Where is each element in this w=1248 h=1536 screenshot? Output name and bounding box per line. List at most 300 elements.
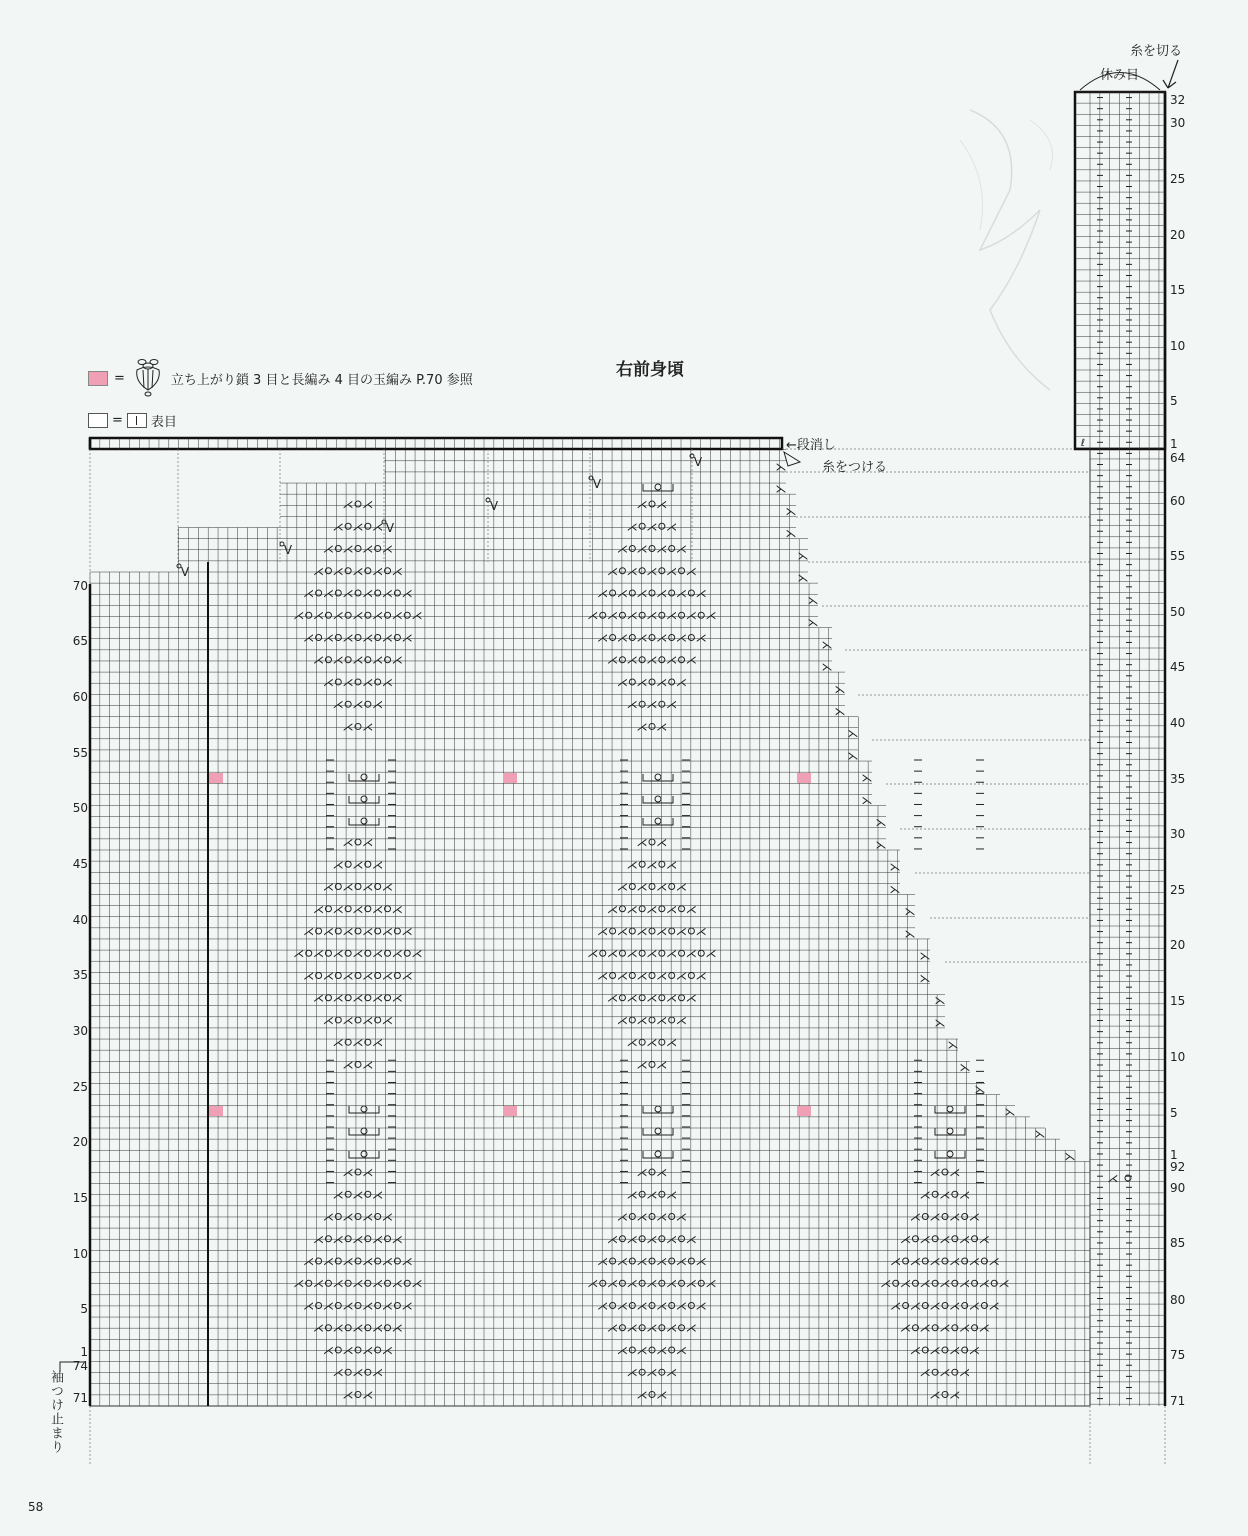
lace-motif-e-dec-symbol: ⋌	[342, 631, 354, 645]
lace-motif-d-yo-symbol	[629, 928, 635, 934]
left-row-label: 40	[72, 913, 88, 927]
lace-motif-d-yo-symbol	[659, 861, 665, 867]
lace-motif-b-yo-symbol	[659, 1369, 665, 1375]
lace-motif-f-dec-symbol: ⋌	[656, 631, 668, 645]
lace-motif-f-dec-symbol: ⋌	[616, 542, 628, 556]
lace-motif-d-yo-symbol	[659, 950, 665, 956]
lace-motif-f-yo-symbol	[659, 612, 665, 618]
lace-motif-a-dec-symbol: ⋌	[372, 1232, 384, 1246]
lace-motif-d-yo-symbol	[619, 995, 625, 1001]
bobble-yo-symbol	[361, 1151, 367, 1157]
lace-motif-e-dec-symbol: ⋌	[332, 653, 344, 667]
lace-motif-f-dec-symbol: ⋌	[705, 609, 717, 623]
bobble-yo-symbol	[655, 1128, 661, 1134]
lace-motif-f-dec-symbol: ⋌	[607, 653, 619, 667]
lace-motif-g-dec-symbol: ⋌	[939, 1277, 951, 1291]
lace-motif-f-yo-symbol	[610, 634, 616, 640]
lace-motif-f-dec-symbol: ⋌	[656, 498, 668, 512]
lace-motif-a-dec-symbol: ⋌	[411, 1277, 423, 1291]
left-row-label: 74	[72, 1359, 88, 1373]
bobble-yo-symbol	[947, 1128, 953, 1134]
edge-decrease-symbol: ⋋	[797, 571, 809, 585]
lace-motif-f-dec-symbol: ⋌	[666, 520, 678, 534]
right-row-label-lower: 92	[1170, 1160, 1186, 1174]
left-row-label: 35	[72, 968, 88, 982]
lace-motif-f-yo-symbol	[679, 612, 685, 618]
lace-motif-b-yo-symbol	[679, 1236, 685, 1242]
edge-decrease-symbol: ⋋	[934, 994, 946, 1008]
lace-motif-d-dec-symbol: ⋌	[666, 858, 678, 872]
lace-motif-f-dec-symbol: ⋌	[656, 587, 668, 600]
lace-motif-d-dec-symbol: ⋌	[626, 1036, 638, 1050]
lace-motif-b-yo-symbol	[659, 1191, 665, 1197]
lace-motif-a-dec-symbol: ⋌	[332, 1232, 344, 1246]
lace-motif-a-dec-symbol: ⋌	[342, 1343, 354, 1357]
lace-motif-d-yo-symbol	[659, 995, 665, 1001]
lace-motif-e-dec-symbol: ⋌	[303, 631, 315, 645]
lace-motif-d-yo-symbol	[629, 1017, 635, 1023]
lace-motif-b-dec-symbol: ⋌	[646, 1232, 658, 1246]
lace-motif-e-dec-symbol: ⋌	[332, 520, 344, 534]
lace-motif-b-dec-symbol: ⋌	[666, 1366, 678, 1380]
edge-decrease-symbol: ⋋	[904, 905, 916, 919]
lace-motif-a-dec-symbol: ⋌	[313, 1277, 325, 1291]
lace-motif-c-dec-symbol: ⋌	[352, 858, 364, 872]
lace-motif-e-dec-symbol: ⋌	[401, 587, 413, 600]
lace-motif-f-dec-symbol: ⋌	[636, 498, 648, 512]
lace-motif-g-dec-symbol: ⋌	[949, 1166, 961, 1180]
lace-motif-f-yo-symbol	[629, 679, 635, 685]
bobble-yo-symbol	[361, 1106, 367, 1112]
lace-motif-b-dec-symbol: ⋌	[607, 1321, 619, 1335]
lace-motif-a-dec-symbol: ⋌	[303, 1299, 315, 1313]
lace-motif-a-dec-symbol: ⋌	[382, 1255, 394, 1268]
lace-motif-a-dec-symbol: ⋌	[362, 1210, 374, 1224]
left-row-label: 30	[72, 1024, 88, 1038]
left-row-label: 70	[72, 579, 88, 593]
lace-motif-c-dec-symbol: ⋌	[391, 947, 403, 961]
lace-motif-g-dec-symbol: ⋌	[919, 1277, 931, 1291]
lace-motif-b-yo-symbol	[669, 1302, 675, 1308]
lace-motif-d-yo-symbol	[679, 906, 685, 912]
lace-motif-c-dec-symbol: ⋌	[372, 1036, 384, 1050]
lace-motif-e-dec-symbol: ⋌	[352, 653, 364, 667]
edge-decrease-symbol: ⋋	[875, 816, 887, 830]
right-row-label-lower: 90	[1170, 1181, 1186, 1195]
lace-motif-f-yo-symbol	[669, 634, 675, 640]
lace-motif-e-dec-symbol: ⋌	[382, 542, 394, 556]
lace-motif-g-dec-symbol: ⋌	[959, 1277, 971, 1291]
lace-motif-g-dec-symbol: ⋌	[959, 1321, 971, 1335]
lace-motif-c-dec-symbol: ⋌	[303, 925, 315, 938]
lace-motif-a-dec-symbol: ⋌	[293, 1277, 305, 1291]
lace-motif-f-yo-symbol	[639, 701, 645, 707]
lace-motif-g-dec-symbol: ⋌	[909, 1255, 921, 1268]
left-row-label: 25	[72, 1080, 88, 1094]
knit-swatch	[127, 413, 147, 428]
lace-motif-d-dec-symbol: ⋌	[616, 925, 628, 938]
lace-motif-e-dec-symbol: ⋌	[391, 564, 403, 578]
lace-motif-d-dec-symbol: ⋌	[705, 947, 717, 961]
lace-motif-d-dec-symbol: ⋌	[597, 969, 609, 983]
lace-motif-c-dec-symbol: ⋌	[372, 991, 384, 1005]
lace-motif-g-dec-symbol: ⋌	[929, 1166, 941, 1180]
lace-motif-e-dec-symbol: ⋌	[342, 498, 354, 512]
lace-motif-f-dec-symbol: ⋌	[646, 564, 658, 578]
lace-motif-f-yo-symbol	[619, 568, 625, 574]
lace-motif-b-dec-symbol: ⋌	[685, 1321, 697, 1335]
lace-motif-b-dec-symbol: ⋌	[636, 1299, 648, 1313]
lace-motif-d-dec-symbol: ⋌	[607, 947, 619, 961]
lace-motif-d-yo-symbol	[649, 1061, 655, 1067]
right-row-label-lower: 71	[1170, 1394, 1186, 1408]
lace-motif-a-dec-symbol: ⋌	[303, 1255, 315, 1268]
lace-motif-b-yo-symbol	[649, 1347, 655, 1353]
lace-motif-b-yo-symbol	[629, 1347, 635, 1353]
lace-motif-f-yo-symbol	[649, 679, 655, 685]
lace-motif-b-dec-symbol: ⋌	[656, 1388, 668, 1402]
lace-motif-c-dec-symbol: ⋌	[313, 902, 325, 916]
left-row-label: 65	[72, 634, 88, 648]
lace-motif-f-dec-symbol: ⋌	[616, 631, 628, 645]
lace-motif-f-dec-symbol: ⋌	[597, 587, 609, 600]
lace-motif-c-dec-symbol: ⋌	[411, 947, 423, 961]
lace-motif-g-dec-symbol: ⋌	[959, 1366, 971, 1380]
bobble-cell	[209, 1106, 223, 1116]
lace-motif-f-yo-symbol	[669, 679, 675, 685]
lace-motif-d-yo-symbol	[669, 928, 675, 934]
lace-motif-a-dec-symbol: ⋌	[342, 1299, 354, 1313]
left-row-label: 50	[72, 801, 88, 815]
lace-motif-a-dec-symbol: ⋌	[362, 1299, 374, 1313]
lace-motif-d-yo-symbol	[669, 1017, 675, 1023]
right-row-label-upper: 1	[1170, 437, 1178, 451]
lace-motif-b-yo-symbol	[679, 1325, 685, 1331]
lace-motif-f-yo-symbol	[688, 590, 694, 596]
lace-motif-b-yo-symbol	[669, 1258, 675, 1264]
lace-motif-f-yo-symbol	[669, 546, 675, 552]
lace-motif-b-yo-symbol	[619, 1280, 625, 1286]
lace-motif-d-yo-symbol	[639, 906, 645, 912]
lace-motif-e-dec-symbol: ⋌	[293, 609, 305, 623]
lace-motif-d-yo-symbol	[649, 972, 655, 978]
lace-motif-d-dec-symbol: ⋌	[587, 947, 599, 961]
lace-motif-d-dec-symbol: ⋌	[646, 991, 658, 1005]
right-row-label-lower: 85	[1170, 1236, 1186, 1250]
lace-motif-c-dec-symbol: ⋌	[293, 947, 305, 961]
lace-motif-b-yo-symbol	[629, 1302, 635, 1308]
lace-motif-c-dec-symbol: ⋌	[332, 947, 344, 961]
edge-decrease-symbol: ⋋	[821, 660, 833, 674]
lace-motif-e-dec-symbol: ⋌	[401, 631, 413, 645]
lace-motif-g-dec-symbol: ⋌	[949, 1299, 961, 1313]
lace-motif-f-yo-symbol	[698, 612, 704, 618]
lace-motif-d-dec-symbol: ⋌	[626, 902, 638, 916]
edge-decrease-symbol: ⋋	[959, 1060, 971, 1074]
lace-motif-b-dec-symbol: ⋌	[597, 1255, 609, 1268]
lace-motif-f-dec-symbol: ⋌	[666, 698, 678, 712]
lace-motif-f-yo-symbol	[659, 568, 665, 574]
lace-motif-b-yo-symbol	[669, 1347, 675, 1353]
lace-motif-c-dec-symbol: ⋌	[332, 1036, 344, 1050]
edge-decrease-symbol: ⋋	[1004, 1105, 1016, 1119]
lace-motif-c-dec-symbol: ⋌	[332, 858, 344, 872]
left-row-label: 60	[72, 690, 88, 704]
lace-motif-d-dec-symbol: ⋌	[636, 836, 648, 850]
lace-motif-f-dec-symbol: ⋌	[607, 564, 619, 578]
lace-motif-g-dec-symbol: ⋌	[959, 1232, 971, 1246]
lace-motif-c-dec-symbol: ⋌	[322, 925, 334, 938]
slip-stitch-symbol: V	[180, 565, 190, 579]
lace-motif-c-dec-symbol: ⋌	[362, 1058, 374, 1072]
bobble-cell	[209, 773, 223, 783]
lace-motif-b-dec-symbol: ⋌	[636, 1388, 648, 1402]
lace-motif-e-dec-symbol: ⋌	[372, 653, 384, 667]
lace-motif-d-dec-symbol: ⋌	[636, 1013, 648, 1027]
right-row-label-upper: 25	[1170, 172, 1186, 186]
lace-motif-d-dec-symbol: ⋌	[695, 925, 707, 938]
lace-motif-f-dec-symbol: ⋌	[636, 631, 648, 645]
lace-motif-f-dec-symbol: ⋌	[656, 542, 668, 556]
lace-motif-g-dec-symbol: ⋌	[969, 1299, 981, 1313]
lace-motif-g-dec-symbol: ⋌	[890, 1299, 902, 1313]
lace-motif-b-dec-symbol: ⋌	[666, 1232, 678, 1246]
slip-stitch-symbol: V	[489, 499, 499, 513]
bobble-cell	[503, 773, 517, 783]
lace-motif-d-dec-symbol: ⋌	[626, 858, 638, 872]
lace-motif-e-dec-symbol: ⋌	[382, 675, 394, 689]
lace-motif-g-dec-symbol: ⋌	[929, 1255, 941, 1268]
lace-motif-b-dec-symbol: ⋌	[626, 1321, 638, 1335]
lace-motif-d-yo-symbol	[629, 972, 635, 978]
lace-motif-g-dec-symbol: ⋌	[939, 1188, 951, 1202]
lace-motif-g-dec-symbol: ⋌	[978, 1321, 990, 1335]
right-row-label-body: 30	[1170, 827, 1186, 841]
lace-motif-d-yo-symbol	[639, 950, 645, 956]
lace-motif-e-dec-symbol: ⋌	[382, 631, 394, 645]
legend-knit-equals: =	[112, 412, 123, 428]
lace-motif-b-dec-symbol: ⋌	[636, 1255, 648, 1268]
lace-motif-c-dec-symbol: ⋌	[342, 1058, 354, 1072]
lace-motif-d-dec-symbol: ⋌	[685, 991, 697, 1005]
left-row-label: 1	[80, 1345, 88, 1359]
lace-motif-a-dec-symbol: ⋌	[313, 1321, 325, 1335]
bind-off-label: ←段消し	[786, 438, 836, 453]
lace-motif-d-dec-symbol: ⋌	[656, 969, 668, 983]
bobble-yo-symbol	[655, 774, 661, 780]
lace-motif-b-yo-symbol	[698, 1280, 704, 1286]
lace-motif-a-dec-symbol: ⋌	[401, 1299, 413, 1313]
legend-knit	[88, 410, 177, 430]
lace-motif-d-dec-symbol: ⋌	[656, 1058, 668, 1072]
lace-motif-e-dec-symbol: ⋌	[352, 609, 364, 623]
lace-motif-a-dec-symbol: ⋌	[322, 1210, 334, 1224]
edge-decrease-symbol: ⋋	[775, 482, 787, 496]
lace-motif-b-dec-symbol: ⋌	[626, 1366, 638, 1380]
lace-motif-g-dec-symbol: ⋌	[949, 1210, 961, 1224]
lace-motif-e-dec-symbol: ⋌	[372, 698, 384, 712]
lace-motif-b-yo-symbol	[639, 1236, 645, 1242]
right-row-label-body: 64	[1170, 451, 1186, 465]
left-row-label: 20	[72, 1135, 88, 1149]
lace-motif-f-dec-symbol: ⋌	[676, 542, 688, 556]
lace-motif-f-dec-symbol: ⋌	[626, 520, 638, 534]
lace-motif-g-dec-symbol: ⋌	[939, 1366, 951, 1380]
lace-motif-d-dec-symbol: ⋌	[636, 880, 648, 894]
lace-motif-b-yo-symbol	[649, 1169, 655, 1175]
lace-motif-e-dec-symbol: ⋌	[362, 631, 374, 645]
lace-motif-g-dec-symbol: ⋌	[949, 1343, 961, 1357]
lace-motif-f-dec-symbol: ⋌	[616, 587, 628, 600]
lace-motif-f-dec-symbol: ⋌	[597, 631, 609, 645]
lace-motif-f-dec-symbol: ⋌	[587, 609, 599, 623]
lace-motif-f-yo-symbol	[619, 657, 625, 663]
lace-motif-e-dec-symbol: ⋌	[372, 564, 384, 578]
lace-motif-d-dec-symbol: ⋌	[646, 947, 658, 961]
right-row-label-upper: 15	[1170, 283, 1186, 297]
lace-motif-a-dec-symbol: ⋌	[391, 1321, 403, 1335]
edge-decrease-symbol: ⋋	[919, 949, 931, 963]
lace-motif-e-dec-symbol: ⋌	[362, 498, 374, 512]
lace-motif-c-dec-symbol: ⋌	[303, 969, 315, 983]
lace-motif-d-yo-symbol	[659, 1039, 665, 1045]
lace-motif-a-dec-symbol: ⋌	[362, 1166, 374, 1180]
lace-motif-f-yo-symbol	[600, 612, 606, 618]
lace-motif-a-dec-symbol: ⋌	[391, 1232, 403, 1246]
lace-motif-e-dec-symbol: ⋌	[352, 520, 364, 534]
lace-motif-e-dec-symbol: ⋌	[322, 587, 334, 600]
lace-motif-b-dec-symbol: ⋌	[607, 1232, 619, 1246]
lace-motif-f-yo-symbol	[688, 634, 694, 640]
lace-motif-g-dec-symbol: ⋌	[919, 1188, 931, 1202]
hold-stitches-label: 休み目	[1100, 68, 1140, 83]
lace-motif-f-dec-symbol: ⋌	[676, 587, 688, 600]
lace-motif-b-yo-symbol	[610, 1258, 616, 1264]
left-row-label: 55	[72, 746, 88, 760]
lace-motif-f-yo-symbol	[610, 590, 616, 596]
lace-motif-d-dec-symbol: ⋌	[636, 1058, 648, 1072]
lace-motif-c-dec-symbol: ⋌	[332, 991, 344, 1005]
lace-motif-a-dec-symbol: ⋌	[372, 1188, 384, 1202]
lace-motif-e-dec-symbol: ⋌	[313, 653, 325, 667]
lace-motif-e-dec-symbol: ⋌	[342, 675, 354, 689]
right-row-label-lower: 75	[1170, 1348, 1186, 1362]
lace-motif-a-dec-symbol: ⋌	[382, 1210, 394, 1224]
edge-decrease-symbol: ⋋	[807, 593, 819, 607]
bobble-yo-symbol	[361, 1128, 367, 1134]
lace-motif-a-dec-symbol: ⋌	[322, 1343, 334, 1357]
lace-motif-b-dec-symbol: ⋌	[695, 1299, 707, 1313]
lace-motif-e-dec-symbol: ⋌	[332, 609, 344, 623]
lace-motif-f-dec-symbol: ⋌	[636, 542, 648, 556]
lace-motif-f-dec-symbol: ⋌	[666, 564, 678, 578]
edge-decrease-symbol: ⋋	[861, 793, 873, 807]
lace-motif-g-dec-symbol: ⋌	[900, 1277, 912, 1291]
lace-motif-b-dec-symbol: ⋌	[676, 1299, 688, 1313]
lace-motif-c-dec-symbol: ⋌	[382, 969, 394, 983]
lace-motif-c-dec-symbol: ⋌	[352, 991, 364, 1005]
lace-motif-g-dec-symbol: ⋌	[909, 1210, 921, 1224]
lace-motif-a-dec-symbol: ⋌	[382, 1299, 394, 1313]
lace-motif-d-dec-symbol: ⋌	[636, 925, 648, 938]
lace-motif-g-dec-symbol: ⋌	[969, 1343, 981, 1357]
lace-motif-d-dec-symbol: ⋌	[646, 858, 658, 872]
lace-motif-d-yo-symbol	[639, 861, 645, 867]
blank-swatch	[88, 413, 108, 428]
lace-motif-f-dec-symbol: ⋌	[656, 675, 668, 689]
lace-motif-d-yo-symbol	[649, 884, 655, 890]
lace-motif-b-yo-symbol	[659, 1280, 665, 1286]
bobble-yo-symbol	[655, 1106, 661, 1112]
bind-off-bar	[90, 438, 782, 449]
left-row-label: 5	[80, 1302, 88, 1316]
lace-motif-f-yo-symbol	[669, 590, 675, 596]
lace-motif-a-dec-symbol: ⋌	[332, 1321, 344, 1335]
lace-motif-e-dec-symbol: ⋌	[313, 564, 325, 578]
lace-motif-c-dec-symbol: ⋌	[342, 880, 354, 894]
edge-decrease-symbol: ⋋	[785, 527, 797, 541]
right-row-label-upper: 5	[1170, 394, 1178, 408]
lace-motif-f-dec-symbol: ⋌	[666, 653, 678, 667]
lace-motif-c-dec-symbol: ⋌	[372, 858, 384, 872]
lace-motif-d-dec-symbol: ⋌	[676, 1013, 688, 1027]
lace-motif-b-dec-symbol: ⋌	[656, 1299, 668, 1313]
lace-motif-f-yo-symbol	[629, 546, 635, 552]
lace-motif-b-dec-symbol: ⋌	[616, 1210, 628, 1224]
lace-motif-a-dec-symbol: ⋌	[332, 1277, 344, 1291]
edge-decrease-symbol: ⋋	[934, 1016, 946, 1030]
lace-motif-b-dec-symbol: ⋌	[646, 1277, 658, 1291]
lace-motif-d-dec-symbol: ⋌	[626, 991, 638, 1005]
lace-motif-f-yo-symbol	[679, 568, 685, 574]
lace-motif-e-dec-symbol: ⋌	[362, 587, 374, 600]
bobble-cell	[503, 1106, 517, 1116]
edge-decrease-symbol: ⋋	[834, 682, 846, 696]
lace-motif-b-yo-symbol	[629, 1258, 635, 1264]
lace-motif-f-dec-symbol: ⋌	[685, 564, 697, 578]
lace-motif-d-yo-symbol	[688, 928, 694, 934]
lace-motif-b-dec-symbol: ⋌	[666, 1277, 678, 1291]
lace-motif-f-yo-symbol	[659, 701, 665, 707]
legend-knit-text: 表目	[150, 414, 177, 430]
lace-motif-b-dec-symbol: ⋌	[616, 1299, 628, 1313]
lace-motif-d-dec-symbol: ⋌	[666, 902, 678, 916]
lace-motif-g-dec-symbol: ⋌	[949, 1388, 961, 1402]
lace-motif-f-yo-symbol	[679, 657, 685, 663]
lace-motif-g-dec-symbol: ⋌	[978, 1232, 990, 1246]
lace-motif-f-dec-symbol: ⋌	[626, 609, 638, 623]
lace-motif-f-yo-symbol	[649, 590, 655, 596]
lace-motif-e-dec-symbol: ⋌	[372, 520, 384, 534]
lace-motif-a-dec-symbol: ⋌	[372, 1277, 384, 1291]
strip-start-symbol: ℓ	[1080, 438, 1086, 449]
lace-motif-b-yo-symbol	[619, 1236, 625, 1242]
lace-motif-f-dec-symbol: ⋌	[695, 587, 707, 600]
right-row-label-body: 45	[1170, 660, 1186, 674]
lace-motif-c-dec-symbol: ⋌	[342, 836, 354, 850]
lace-motif-a-dec-symbol: ⋌	[362, 1255, 374, 1268]
bobble-yo-symbol	[655, 818, 661, 824]
lace-motif-b-dec-symbol: ⋌	[656, 1255, 668, 1268]
lace-motif-b-dec-symbol: ⋌	[666, 1321, 678, 1335]
lace-motif-g-dec-symbol: ⋌	[949, 1255, 961, 1268]
lace-motif-d-dec-symbol: ⋌	[626, 947, 638, 961]
lace-motif-e-dec-symbol: ⋌	[352, 564, 364, 578]
lace-motif-a-dec-symbol: ⋌	[342, 1255, 354, 1268]
bobble-swatch	[88, 371, 108, 386]
lace-motif-d-yo-symbol	[610, 972, 616, 978]
lace-motif-b-yo-symbol	[610, 1302, 616, 1308]
